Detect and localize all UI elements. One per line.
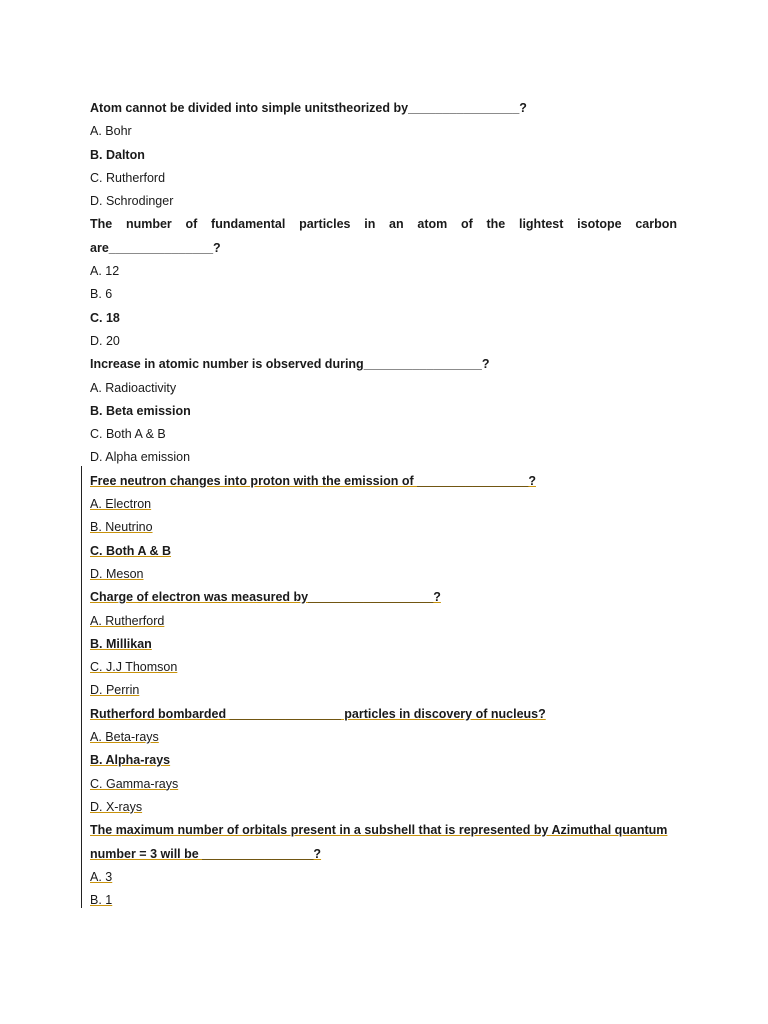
question-block <box>90 97 677 213</box>
question-text: Free neutron changes into proton with the emission of ________________? <box>90 473 536 488</box>
option-d: D. Alpha emission <box>90 450 191 465</box>
question-block <box>90 353 677 469</box>
question-block <box>90 213 677 353</box>
question-text-line-2: are_______________? <box>90 240 221 255</box>
question-text-line-1: The number of fundamental particles in an atom of the lightest isotope carbon <box>90 217 677 232</box>
document-body <box>90 97 677 912</box>
question-text: Increase in atomic number is observed during_________________? <box>90 357 490 372</box>
option-b-correct: B. Alpha-rays <box>90 753 171 768</box>
option-c: C. Gamma-rays <box>90 776 179 791</box>
question-text: Atom cannot be divided into simple unitstheorized by________________? <box>90 101 527 115</box>
question-text: Charge of electron was measured by__________________? <box>90 590 441 605</box>
question-text-line-2: number = 3 will be ________________? <box>90 846 322 861</box>
option-b-correct: B. Millikan <box>90 636 152 651</box>
option-a: A. 12 <box>90 264 120 279</box>
option-a: A. Electron <box>90 497 152 512</box>
option-a: A. Beta-rays <box>90 730 159 745</box>
option-c: C. Both A & B <box>90 427 166 442</box>
question-block-tracked <box>90 819 677 912</box>
option-d: D. X-rays <box>90 799 143 814</box>
question-text-line-1: The maximum number of orbitals present in a subshell that is represented by Azimuthal quantum <box>90 823 668 838</box>
option-a: A. Radioactivity <box>90 380 177 395</box>
option-a: A. Bohr <box>90 124 132 139</box>
option-c-correct: C. Both A & B <box>90 543 172 558</box>
question-block-tracked <box>90 586 677 702</box>
question-text: Rutherford bombarded ________________ particles in discovery of nucleus? <box>90 706 546 721</box>
option-b: B. Neutrino <box>90 520 153 535</box>
option-b: B. 6 <box>90 287 113 302</box>
option-d: D. Schrodinger <box>90 194 174 209</box>
tracked-change-bar <box>81 466 82 908</box>
option-d: D. Meson <box>90 566 144 581</box>
question-block-tracked <box>90 470 677 586</box>
option-c: C. J.J Thomson <box>90 660 178 675</box>
option-d: D. 20 <box>90 333 120 348</box>
option-c: C. Rutherford <box>90 170 166 185</box>
option-d: D. Perrin <box>90 683 140 698</box>
option-b-correct: B. Dalton <box>90 147 145 162</box>
option-c-correct: C. 18 <box>90 310 120 325</box>
option-b-correct: B. Beta emission <box>90 403 191 418</box>
option-a: A. 3 <box>90 869 113 884</box>
option-b: B. 1 <box>90 893 113 908</box>
option-a: A. Rutherford <box>90 613 165 628</box>
question-block-tracked <box>90 703 677 819</box>
